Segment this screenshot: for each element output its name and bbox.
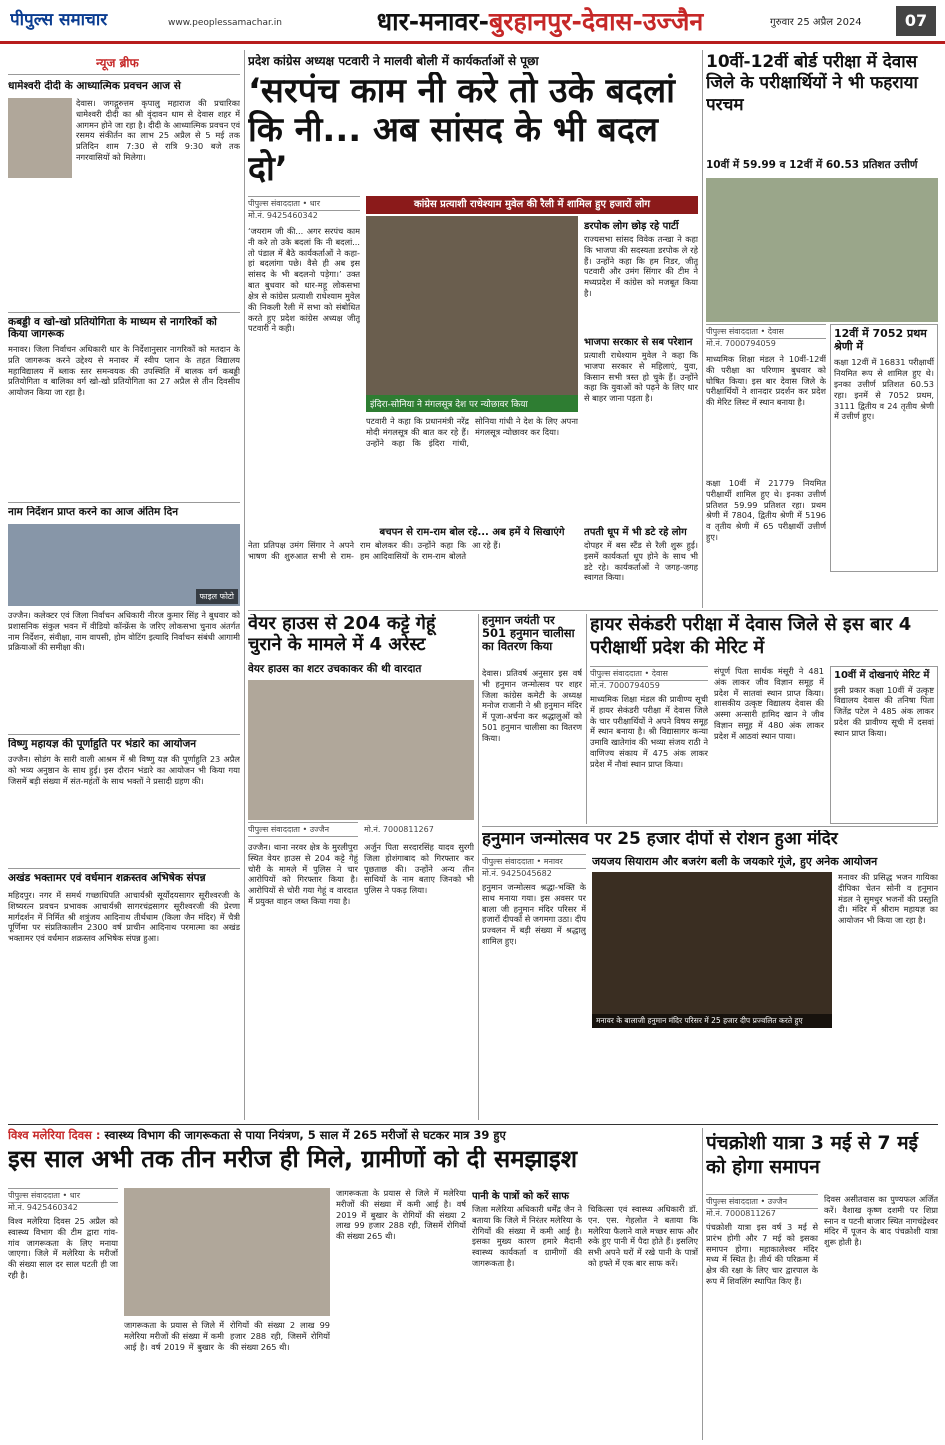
merit-headline: हायर सेकंडरी परीक्षा में देवास जिले से इस बार 4 परीक्षार्थी प्रदेश की मेरिट में bbox=[590, 614, 912, 658]
yatra-body: पंचक्रोशी यात्रा इस वर्ष 3 मई से प्रारंभ होगी और 7 मई को इसका समापन होगा। महाकालेश्वर मंदिर मध्य में स्थित है। तीर्थ की परिक्रमा में क्षेत्र की रक्षा के लिए चार द्वारपाल के रूप में शिवलिंग स्थापित किए हैं। bbox=[706, 1222, 818, 1287]
subheading: पानी के पात्रों को करें साफ bbox=[472, 1191, 569, 1202]
box-heading: 12वीं में 7052 प्रथम श्रेणी में bbox=[834, 327, 927, 353]
board-subline: 10वीं में 59.99 व 12वीं में 60.53 प्रतिशत उत्तीर्ण bbox=[706, 159, 918, 171]
students-photo bbox=[706, 178, 938, 322]
merit-story bbox=[590, 614, 938, 824]
issue-date: गुरुवार 25 अप्रैल 2024 bbox=[770, 17, 862, 28]
subheading: भाजपा सरकार से सब परेशान bbox=[584, 337, 693, 348]
reporter-mobile: मो.नं. 7000811267 bbox=[364, 825, 434, 834]
reporter-mobile: मो.नं. 7000811267 bbox=[706, 1209, 776, 1218]
chalisa-headline: हनुमान जयंती पर 501 हनुमान चालीसा का वितरण किया bbox=[482, 614, 575, 654]
diya-temple-photo bbox=[592, 872, 832, 1028]
byline-city: उज्जैन bbox=[309, 825, 330, 834]
kicker-rest: स्वास्थ्य विभाग की जागरूकता से पाया नियंत्रण, 5 साल में 265 मरीजों से घटकर मात्र 39 हुए bbox=[104, 1128, 506, 1142]
website-url[interactable]: www.peoplessamachar.in bbox=[168, 18, 282, 28]
photo-caption: फाइल फोटो bbox=[196, 589, 238, 604]
reporter-mobile: मो.नं. 7000794059 bbox=[706, 339, 776, 348]
byline: पीपुल्स संवाददाता • मनावर bbox=[482, 854, 586, 869]
lead-body: नेता प्रतिपक्ष उमंग सिंगार ने अपने भाषण की शुरुआत सभी से राम-राम बोलकर की। उन्होंने कहा कि हम आदिवासियों के राम-राम बोलते आ रहे हैं। bbox=[248, 540, 501, 561]
awareness-photo bbox=[124, 1188, 330, 1316]
reporter-mobile: मो.नं. 9425045682 bbox=[482, 869, 552, 878]
lead-body: दोपहर में बस स्टैंड से रैली शुरू हुई। इसमें कार्यकर्ता धूप होने के साथ भी डटे रहे। कार्यकर्ताओं ने जगह-जगह स्वागत किया। bbox=[584, 540, 698, 583]
chalisa-body: देवास। प्रतिवर्ष अनुसार इस वर्ष भी हनुमान जन्मोत्सव पर शहर जिला कांग्रेस कमेटी के अध्यक्ष मनोज राजानी ने श्री हनुमान मंदिर में पूजा-अर्चना कर श्रद्धालुओं को 501 हनुमान चालीसा का वितरण किया। bbox=[482, 668, 582, 743]
byline-name: पीपुल्स संवाददाता bbox=[590, 669, 642, 678]
merit-body: संपूर्ण पिता सार्थक मंसूरी ने 481 अंक लाकर जीव विज्ञान समूह में प्रदेश में सातवां स्थान प्राप्त किया। शासकीय उत्कृष्ट विद्यालय देवास की अस्मा अन्सारी हामिद खान ने जीव विज्ञान समूह में 480 अंक लाकर प्रदेश में आठवां स्थान पाया। bbox=[714, 666, 824, 741]
byline-city: मनावर bbox=[543, 857, 563, 866]
lead-story bbox=[248, 50, 698, 608]
story-headline: धामेश्वरी दीदी के आध्यात्मिक प्रवचन आज से bbox=[8, 80, 181, 92]
malaria-body: जागरूकता के प्रयास से जिले में मलेरिया मरीजों की संख्या में कमी आई है। वर्ष 2019 में बुखार के रोगियों की संख्या 2 लाख 99 हजार 288 रही, जिसमें रोगियों की संख्या 265 थी। bbox=[336, 1188, 466, 1242]
box-heading: 10वीं में दोखनाएं मेरिट में bbox=[834, 670, 930, 681]
byline-name: पीपुल्स संवाददाता bbox=[248, 825, 300, 834]
first-division-box bbox=[830, 324, 938, 572]
page-number: 07 bbox=[896, 6, 936, 36]
malaria-body: जिला मलेरिया अधिकारी धर्मेंद्र जैन ने बताया कि जिले में निरंतर मलेरिया के रोगियों की संख्या में कमी आई है। इसका मुख्य कारण हमारे मैदानी स्वास्थ्य कार्यकर्ता व ग्रामीणों की जागरूकता है। bbox=[472, 1204, 582, 1269]
lead-body: राज्यसभा सांसद विवेक तन्खा ने कहा कि भाजपा की सदस्यता डरपोक ले रहे हैं। उन्होंने कहा कि हम निडर, जीतू पटवारी और उमंग सिंगार की टीम ने मध्यप्रदेश में कांग्रेस को मजबूत किया है। bbox=[584, 234, 698, 299]
yatra-body: दिवस असीतवास का पुण्यफल अर्जित करें। वैशाख कृष्ण दशमी पर शिप्रा स्नान व पटनी बाजार स्थित नागचंद्रेश्वर मंदिर में पूजन के बाद पंचक्रोशी यात्रा शुरू होती है। bbox=[824, 1194, 938, 1248]
byline: पीपुल्स संवाददाता • उज्जैन bbox=[706, 1194, 818, 1209]
photo-banner: कांग्रेस प्रत्याशी राधेश्याम मुवेल की रैली में शामिल हुए हजारों लोग bbox=[366, 196, 698, 214]
board-headline: 10वीं-12वीं बोर्ड परीक्षा में देवास जिले के परीक्षार्थियों ने भी फहराया परचम bbox=[706, 52, 918, 115]
yatra-headline: पंचक्रोशी यात्रा 3 मई से 7 मई को होगा समापन bbox=[706, 1132, 918, 1178]
byline-name: पीपुल्स संवाददाता bbox=[706, 327, 758, 336]
subheading: डरपोक लोग छोड़ रहे पार्टी bbox=[584, 221, 679, 232]
arrest-photo bbox=[248, 680, 474, 820]
section-title-part-b: बुरहानपुर-देवास-उज्जैन bbox=[488, 7, 704, 36]
byline-name: पीपुल्स संवाददाता bbox=[482, 857, 534, 866]
byline: पीपुल्स संवाददाता • देवास bbox=[590, 666, 708, 681]
lead-body: पटवारी ने कहा कि प्रधानमंत्री नरेंद्र मोदी मंगलसूत्र की बात कर रहे हैं। उन्होंने कहा कि इंदिरा गांधी, सोनिया गांधी ने देश के लिए अपना मंगलसूत्र न्योछावर कर दिया। bbox=[366, 416, 578, 448]
byline-name: पीपुल्स संवाददाता bbox=[8, 1191, 60, 1200]
malaria-headline: इस साल अभी तक तीन मरीज ही मिले, ग्रामीणों को दी समझाइश bbox=[8, 1146, 578, 1173]
byline-city: देवास bbox=[651, 669, 668, 678]
story-headline: कबड्डी व खो-खो प्रतियोगिता के माध्यम से नागरिकों को किया जागरूक bbox=[8, 316, 217, 341]
rally-photo bbox=[366, 216, 578, 412]
lead-body: प्रत्याशी राधेश्याम मुवेल ने कहा कि भाजपा सरकार से महिलाएं, युवा, किसान सभी त्रस्त हो चुके हैं। उन्होंने कहा कि युवाओं को पढ़ने के लिए धार से बाहर जाना पड़ता है। bbox=[584, 350, 698, 404]
malaria-story bbox=[8, 1128, 698, 1440]
byline-name: पीपुल्स संवाददाता bbox=[248, 199, 300, 208]
byline-city: धार bbox=[309, 199, 321, 208]
lead-kicker: प्रदेश कांग्रेस अध्यक्ष पटवारी ने मालवी बोली में कार्यकर्ताओं से पूछा bbox=[248, 54, 539, 68]
reporter-mobile: मो.नं. 9425460342 bbox=[8, 1203, 78, 1212]
board-results-story bbox=[706, 50, 938, 608]
section-title bbox=[330, 4, 750, 40]
malaria-body: चिकित्सा एवं स्वास्थ्य अधिकारी डॉ. एन. एस. गेहलोत ने बताया कि मलेरिया फैलाने वाले मच्छर साफ और रुके हुए पानी में पैदा होते हैं। इसलिए सभी अपने घरों में रखे पानी के पात्रों को हफ्ते में एक बार साफ करें। bbox=[588, 1204, 698, 1269]
merit-body: माध्यमिक शिक्षा मंडल की प्रावीण्य सूची में हायर सेकंडरी परीक्षा में देवास जिले के चार परीक्षार्थियों ने अपने विषय समूह में स्थान बनाया है। श्री विद्यासागर कन्या उमावि खातेगांव की भव्या संजय राठी ने वाणिज्य संकाय में 475 अंक लाकर प्रदेश में नौवां स्थान प्राप्त किया। bbox=[590, 694, 708, 769]
byline: पीपुल्स संवाददाता • उज्जैन bbox=[248, 822, 358, 837]
byline-city: धार bbox=[69, 1191, 81, 1200]
story-headline: अखंड भक्तामर एवं वर्धमान शक्रस्तव अभिषेक संपन्न bbox=[8, 872, 206, 884]
byline: पीपुल्स संवाददाता • धार bbox=[8, 1188, 118, 1203]
masthead bbox=[0, 0, 945, 44]
kicker-lead: विश्व मलेरिया दिवस : bbox=[8, 1128, 101, 1142]
story-headline: विष्णु महायज्ञ की पूर्णाहुति पर भंडारे का आयोजन bbox=[8, 738, 197, 750]
chalisa-story bbox=[482, 614, 582, 824]
warehouse-sub: वेयर हाउस का शटर उचकाकर की थी वारदात bbox=[248, 663, 422, 675]
byline-city: देवास bbox=[767, 327, 784, 336]
lead-headline: ‘सरपंच काम नी करे तो उके बदलां कि नी... अब सांसद के भी बदल दो’ bbox=[248, 72, 675, 190]
meeting-photo bbox=[8, 524, 240, 606]
byline: पीपुल्स संवाददाता • देवास bbox=[706, 324, 826, 339]
story-body: मनावर। जिला निर्वाचन अधिकारी धार के निर्देशानुसार नागरिकों को मतदान के प्रति जागरूक करने उद्देश्य से मनावर में स्वीप प्लान के तहत विद्यालय महाविद्यालय में ब्लाक स्तर समन्वयक की उपस्थिति में बालक वर्ग कबड्डी प्रतियोगिता व बालिका वर्ग खो-खो प्रतियोगिता का 27 अप्रैल से तीन दिवसीय आयोजन किया जा रहा है। bbox=[8, 344, 240, 398]
byline-name: पीपुल्स संवाददाता bbox=[706, 1197, 758, 1206]
reporter-mobile: मो.नं. 9425460342 bbox=[248, 211, 318, 220]
board-body: कक्षा 10वीं में 21779 नियमित परीक्षार्थी शामिल हुए थे। इनका उत्तीर्ण प्रतिशत 59.99 प्रतिशत रहा। प्रथम श्रेणी में 7804, द्वितीय श्रेणी में 5196 व तृतीय श्रेणी में 65 परीक्षार्थी उत्तीर्ण हुए। bbox=[706, 478, 826, 543]
malaria-body: जागरूकता के प्रयास से जिले में मलेरिया मरीजों की संख्या में कमी आई है। वर्ष 2019 में बुखार के रोगियों की संख्या 2 लाख 99 हजार 288 रही, जिसमें रोगियों की संख्या 265 थी। bbox=[124, 1320, 330, 1352]
news-brief-kicker: न्यूज ब्रीफ bbox=[96, 56, 139, 70]
photo-caption: मनावर के बालाजी हनुमान मंदिर परिसर में 25 हजार दीप प्रज्वलित करते हुए bbox=[592, 1014, 832, 1028]
malaria-body: विश्व मलेरिया दिवस 25 अप्रैल को स्वास्थ्य विभाग की टीम द्वारा गांव-गांव जागरूकता के लिए मनाया जाएगा। जिले में मलेरिया के मरीजों की संख्या साल दर साल घटती ही जा रही है। bbox=[8, 1216, 118, 1281]
story-headline: नाम निर्देशन प्राप्त करने का आज अंतिम दिन bbox=[8, 506, 179, 518]
photo-caption: इंदिरा-सोनिया ने मंगलसूत्र देश पर न्योछावर किया bbox=[366, 395, 578, 412]
board-body: माध्यमिक शिक्षा मंडल ने 10वीं-12वीं की परीक्षा का परिणाम बुधवार को घोषित किया। इस बार देवास जिले के परीक्षार्थियों ने शानदार प्रदर्शन कर प्रदेश की मेरिट लिस्ट में स्थान बनाया है। bbox=[706, 354, 826, 408]
warehouse-headline: वेयर हाउस से 204 कट्टे गेहूं चुराने के मामले में 4 अरेस्ट bbox=[248, 614, 436, 655]
janmotsav-body: हनुमान जन्मोत्सव श्रद्धा-भक्ति के साथ मनाया गया। इस अवसर पर बाला जी हनुमान मंदिर परिसर में हजारों दीपकों से जगमगा उठा। दीप प्रज्वलन में बड़ी संख्या में श्रद्धालु शामिल हुए। bbox=[482, 882, 586, 947]
subheading: बचपन से राम-राम बोल रहे... अब हमें ये सिखाएंगे bbox=[379, 527, 565, 538]
byline-city: उज्जैन bbox=[767, 1197, 788, 1206]
story-body: उज्जैन। सोडंग के सारी वाली आश्रम में श्री विष्णु यज्ञ की पूर्णाहुति 23 अप्रैल को भव्य अनुष्ठान के साथ हुई। इस दौरान भंडारे का आयोजन भी किया गया जिसमें बड़ी संख्या में संत-महंतों के साथ भक्तों ने प्रसादी ग्रहण की। bbox=[8, 754, 240, 786]
warehouse-body: उज्जैन। थाना नरवर क्षेत्र के मुरलीपुरा स्थित वेयर हाउस से 204 कट्टे गेहूं चोरी के मामले में पुलिस ने चार आरोपियों को गिरफ्तार किया है। आरोपियों से चोरी गया गेहूं व वारदात में प्रयुक्त वाहन जब्त किया गया है। bbox=[248, 842, 358, 907]
story-body: देवास। जगद्गुरुत्तम कृपालु महाराज की प्रचारिका धामेश्वरी दीदी का श्री वृंदावन धाम से देवास शहर में आगमन होने जा रहा है। दीदी के आध्यात्मिक प्रवचन एवं रसमय संकीर्तन का लाभ 25 अप्रैल से 5 मई तक प्रतिदिन शाम 7:30 से रात्रि 9:30 बजे तक नगरवासियों को मिलेगा। bbox=[76, 98, 240, 163]
byline: पीपुल्स संवाददाता • धार bbox=[248, 196, 360, 211]
warehouse-body: अर्जुन पिता सरदारसिंह यादव सुरगी जिला होशंगाबाद को गिरफ्तार कर पूछताछ की। उन्होंने अन्य तीन साथियों के नाम बताए जिनको भी पुलिस ने पकड़ लिया। bbox=[364, 842, 474, 896]
janmotsav-sub: जयजय सियाराम और बजरंग बली के जयकारे गूंजे, हुए अनेक आयोजन bbox=[592, 855, 878, 868]
lead-body: ‘जयराम जी की... अगर सरपंच काम नी करे तो उके बदलां कि नी बदलां... तो पंडाल में बैठे कार्यकर्ताओं ने कहा- हां बदलांगा पछे। वैसे ही अब इस सांसद के भी बदलनो पड़ेगा।’ उक्त बात बुधवार को धार-महू लोकसभा क्षेत्र से कांग्रेस प्रत्याशी राधेश्याम मुवेल की निकली रैली में सभा को संबोधित करते हुए प्रदेश कांग्रेस अध्यक्ष जीतू पटवारी ने कही। bbox=[248, 226, 360, 334]
malaria-kicker bbox=[8, 1128, 698, 1143]
janmotsav-body: मनावर की प्रसिद्ध भजन गायिका दीपिका चेतन सोनी व हनुमान मंडल ने सुमधुर भजनों की प्रस्तुति दी। मंदिर में श्रीराम महायज्ञ का आयोजन भी किया जा रहा है। bbox=[838, 872, 938, 926]
janmotsav-story bbox=[482, 830, 938, 1120]
yatra-story bbox=[706, 1128, 938, 1440]
janmotsav-headline: हनुमान जन्मोत्सव पर 25 हजार दीपों से रोशन हुआ मंदिर bbox=[482, 830, 838, 849]
reporter-mobile: मो.नं. 7000794059 bbox=[590, 681, 660, 690]
warehouse-story bbox=[248, 614, 474, 1120]
speaker-photo bbox=[8, 98, 72, 178]
box-body: इसी प्रकार कक्षा 10वीं में उत्कृष्ट विद्यालय देवास की तनिषा पिता जितेंद्र पटेल ने 485 अंक लाकर प्रदेश की प्रावीण्य सूची में दसवां स्थान प्राप्त किया। bbox=[834, 684, 934, 738]
section-title-part-a: धार-मनावर- bbox=[376, 7, 489, 36]
story-body: उज्जैन। कलेक्टर एवं जिला निर्वाचन अधिकारी नीरज कुमार सिंह ने बुधवार को प्रशासनिक संकुल भवन में वीडियो कॉन्फ्रेंस के जरिए लोकसभा चुनाव अंतर्गत नाम निर्देशन, संवीक्षा, नाम वापसी, होम वोटिंग इत्यादि निर्वाचन संबंधी आगामी प्रक्रियाओं की समीक्षा की। bbox=[8, 610, 240, 653]
class10-merit-box bbox=[830, 666, 938, 824]
news-brief-column bbox=[8, 50, 240, 1120]
story-body: महिदपुर। नगर में समर्थ गच्छाधिपति आचार्यश्री सूर्योदयसागर सूरीश्वरजी के शिष्यरत्न प्रवचन प्रभावक आचार्यश्री सागरचंद्रसागर सूरीश्वरजी की प्रेरणा मार्गदर्शन में निर्मित श्री शत्रुंजय आदिनाथ तीर्थधाम (किला जैन मंदिर) में चैत्री पूर्णिमा पर संप्रतिकालीन 2300 वर्ष प्राचीन आदिनाथ परमात्मा का अखंड भक्तामर एवं वर्धमान शक्रस्तव अभिषेक संपन्न हुआ। bbox=[8, 890, 240, 944]
box-body: कक्षा 12वीं में 16831 परीक्षार्थी नियमित रूप से शामिल हुए थे। इनका उत्तीर्ण प्रतिशत 60.53 रहा। इनमें से 7052 प्रथम, 3111 द्वितीय व 24 तृतीय श्रेणी में उत्तीर्ण हुए। bbox=[834, 357, 934, 422]
subheading: तपती धूप में भी डटे रहे लोग bbox=[584, 527, 687, 538]
newspaper-logo: पीपुल्स समाचार bbox=[10, 10, 108, 30]
